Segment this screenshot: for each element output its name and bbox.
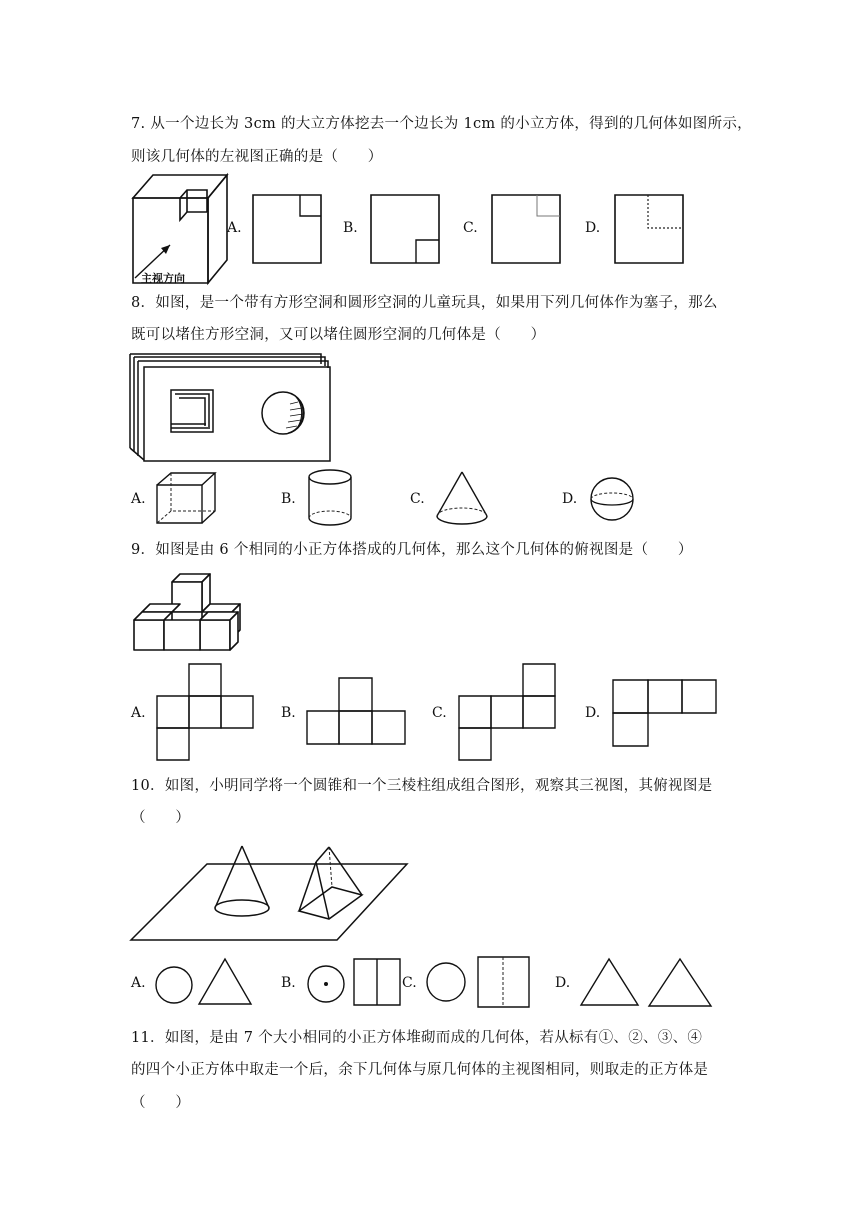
q7-option-d-label: D. [585, 220, 601, 236]
q8-option-c-label: C. [410, 491, 425, 507]
q7-figure-cube-with-notch [130, 170, 230, 285]
q8-option-d-sphere [587, 476, 637, 522]
q11-text-line1: 11．如图，是由 7 个大小相同的小正方体堆砌而成的几何体，若从标有①、②、③、④ [131, 1030, 703, 1046]
q7-text-line1: 7. 从一个边长为 3cm 的大立方体挖去一个边长为 1cm 的小立方体，得到的几何体如图所示， [131, 116, 752, 132]
q9-option-b-top-view [306, 677, 406, 745]
q10-option-a-label: A. [131, 975, 146, 991]
q9-option-d-label: D. [585, 705, 601, 721]
q9-option-a-label: A. [131, 705, 146, 721]
q8-option-b-cylinder [306, 467, 354, 529]
q10-option-d-label: D. [555, 975, 571, 991]
q10-option-a-figure [154, 956, 254, 1008]
q7-option-b-figure [370, 194, 440, 264]
q9-option-d-top-view [612, 679, 718, 747]
q10-option-c-label: C. [402, 975, 417, 991]
q7-option-c-label: C. [463, 220, 478, 236]
q9-figure-stacked-cubes [131, 568, 246, 653]
q8-text-line2: 既可以堵住方形空洞，又可以堵住圆形空洞的几何体是（ ） [131, 327, 546, 343]
q11-text-line2: 的四个小正方体中取走一个后，余下几何体与原几何体的主视图相同，则取走的正方体是 [131, 1062, 709, 1078]
q7-text-line2: 则该几何体的左视图正确的是（ ） [131, 149, 383, 165]
q11-text-line3: （ ） [131, 1095, 191, 1111]
q8-option-a-label: A. [131, 491, 146, 507]
q10-option-b-label: B. [281, 975, 296, 991]
q7-option-a-figure [252, 194, 322, 264]
q10-figure-cone-and-prism [129, 842, 411, 942]
q7-option-c-figure [491, 194, 561, 264]
q7-option-d-figure [614, 194, 684, 264]
q10-option-c-figure [424, 954, 534, 1010]
q9-option-a-top-view [156, 663, 254, 761]
q10-text-line1: 10．如图，小明同学将一个圆锥和一个三棱柱组成组合图形，观察其三视图，其俯视图是 [131, 778, 713, 794]
q7-option-b-label: B. [343, 220, 358, 236]
q8-option-a-cube [155, 471, 217, 526]
q7-option-a-label: A. [227, 220, 242, 236]
q10-option-b-figure [305, 956, 403, 1008]
q8-figure-toy-board [128, 352, 338, 467]
q8-option-d-label: D. [562, 491, 578, 507]
q8-text-line1: 8．如图，是一个带有方形空洞和圆形空洞的儿童玩具，如果用下列几何体作为塞子，那么 [131, 295, 718, 311]
q9-text-line1: 9．如图是由 6 个相同的小正方体搭成的几何体，那么这个几何体的俯视图是（ ） [131, 542, 693, 558]
q7-view-direction-label: 主视方向 [141, 272, 185, 285]
q9-option-c-top-view [458, 663, 556, 761]
q10-text-line2: （ ） [131, 810, 191, 826]
q9-option-b-label: B. [281, 705, 296, 721]
q8-option-b-label: B. [281, 491, 296, 507]
q8-option-c-cone [434, 470, 490, 528]
q10-option-d-figure [578, 956, 714, 1008]
q9-option-c-label: C. [432, 705, 447, 721]
